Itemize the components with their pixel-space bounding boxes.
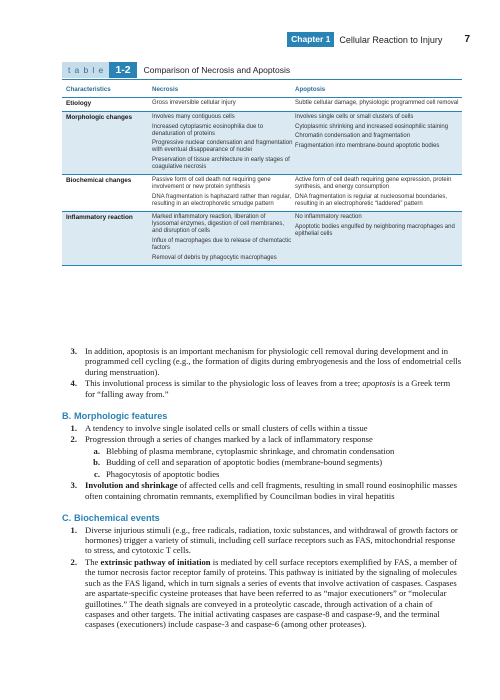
caption-rule — [62, 79, 462, 80]
running-header — [287, 32, 470, 47]
cell-text: DNA fragmentation is regular at nucleosomal boundaries, resulting in an electrophoretic “laddered” pattern — [295, 193, 448, 207]
cell-text: Involves single cells or small clusters of cells — [295, 114, 414, 120]
cell-text: Preservation of tissue architecture in early stages of coagulative necrosis — [152, 156, 290, 171]
list-item — [62, 378, 462, 399]
cell-text: No inflammatory reaction — [295, 214, 362, 221]
item-number: 1. — [70, 422, 77, 433]
item-number: 3. — [70, 480, 77, 491]
section-heading-biochemical: C. Biochemical events — [62, 513, 160, 524]
cell-text: Gross irreversible cellular injury — [152, 100, 236, 106]
list-item — [62, 423, 462, 433]
column-header-characteristics: Characteristics — [66, 86, 111, 93]
item-text: In addition, apoptosis is an important mechanism for physiologic cell removal during development and in programmed cell cycling (e.g., the formation of digits during embryogenesis and the loss of endometrial cells during menstruation). — [85, 346, 462, 377]
list-item — [62, 434, 462, 444]
cell-text: Removal of debris by phagocytic macrophages — [152, 254, 277, 261]
cell-text: Progressive nuclear condensation and fragmentation with eventual disappearance of nuclei — [152, 140, 293, 154]
cell-text: Apoptotic bodies engulfed by neighboring macrophages and epithelial cells — [295, 223, 455, 237]
cell-text: Marked inflammatory reaction, liberation of lysosomal enzymes, digestion of cell membranes, and disruption of cells — [152, 214, 285, 235]
cell-text: Passive form of cell death not requiring gene involvement or new protein synthesis — [152, 177, 271, 191]
necrosis-cell — [150, 214, 293, 262]
item-number: 3. — [70, 346, 77, 356]
apoptosis-cell — [293, 100, 462, 108]
item-number: 2. — [70, 557, 77, 568]
page-number: 7 — [464, 34, 470, 45]
chapter-tag: Chapter 1 — [287, 32, 334, 47]
cell-text: Involves many contiguous cells — [152, 114, 235, 120]
cell-text: Subtle cellular damage, physiologic programmed cell removal — [295, 100, 459, 106]
chapter-title: Cellular Reaction to Injury — [339, 34, 443, 45]
table-title: Comparison of Necrosis and Apoptosis — [143, 65, 291, 75]
item-text: This involutional process is similar to the physiologic loss of leaves from a tree; apoptosis is a Greek term for “falling away from.” — [85, 378, 451, 399]
sub-item: c. Phagocytosis of apoptotic bodies — [94, 468, 220, 479]
table-header-row — [62, 82, 462, 98]
necrosis-cell — [150, 100, 293, 108]
table-row-etiology — [62, 98, 462, 112]
cell-text: Chromatin condensation and fragmentation — [295, 133, 411, 140]
table-caption — [62, 62, 462, 78]
column-header-apoptosis: Apoptosis — [295, 86, 326, 93]
row-label: Morphologic changes — [66, 114, 133, 121]
cell-text: DNA fragmentation is haphazard rather than regular, resulting in an electrophoretic smudge pattern — [152, 193, 292, 207]
cell-text: Fragmentation into membrane-bound apoptotic bodies — [295, 142, 440, 149]
necrosis-cell — [150, 114, 293, 171]
table-row-biochemical — [62, 175, 462, 212]
necrosis-cell — [150, 177, 293, 208]
cell-text: Active form of cell death requiring gene expression, protein synthesis, and energy consumption — [295, 177, 452, 191]
item-text: Progression through a series of changes marked by a lack of inflammatory response — [85, 434, 373, 445]
sub-item: b. Budding of cell and separation of apoptotic bodies (membrane-bound segments) — [93, 457, 383, 468]
item-number: 4. — [70, 378, 77, 389]
list-item — [62, 480, 462, 501]
apoptosis-cell — [293, 177, 462, 208]
column-header-necrosis: Necrosis — [152, 86, 179, 93]
item-text: Involution and shrinkage of affected cells and cell fragments, resulting in small round eosinophilic masses often containing chromatin remnants, exemplified by Councilman bodies in viral hepatitis — [85, 480, 457, 501]
apoptosis-cell — [293, 214, 462, 262]
table-number: 1-2 — [109, 62, 136, 78]
list-item — [62, 557, 462, 630]
section-heading-morphologic: B. Morphologic features — [62, 411, 168, 422]
item-text: A tendency to involve single isolated cells or small clusters of cells within a tissue — [85, 422, 368, 433]
sub-item: a. Blebbing of plasma membrane, cytoplasmic shrinkage, and chromatin condensation — [93, 446, 395, 456]
row-label: Biochemical changes — [66, 177, 132, 185]
row-label: Inflammatory reaction — [66, 214, 133, 222]
item-text: The extrinsic pathway of initiation is mediated by cell surface receptors exemplified by FAS, a member of the tumor necrosis factor receptor family of proteins. This pathway is initiated by the signaling of molecules such as the FAS ligand, which in turn signals a series of events that involve activation of caspases. Caspases are aspartate-specific cysteine proteases that have been referred to as “major executioners” or “molecular guillotines.” The death signals are conveyed in a proteolytic cascade, through activation of a chain of caspases and other targets. The initial activating caspases are caspase-8 and caspase-9, and the terminal caspases (executioners) include caspase-3 and caspase-6 (among other proteases). — [85, 557, 457, 630]
comparison-table — [62, 62, 462, 266]
table-row-morphologic — [62, 112, 462, 175]
list-item — [62, 346, 462, 377]
cell-text: Influx of macrophages due to release of chemotactic factors — [152, 237, 292, 251]
item-text: Diverse injurious stimuli (e.g., free radicals, radiation, toxic substances, and withdrawal of growth factors or hormones) trigger a variety of stimuli, including cell surface receptors such as FAS, mitochondrial response to stress, and cytotoxic T cells. — [85, 524, 458, 556]
body-text — [62, 346, 462, 631]
apoptosis-cell — [293, 114, 462, 171]
table-label: table — [62, 62, 109, 78]
item-number: 1. — [70, 524, 77, 535]
table-row-inflammatory — [62, 212, 462, 266]
item-number: 2. — [70, 434, 77, 445]
cell-text: Cytoplasmic shrinking and increased eosinophilic staining — [295, 123, 449, 130]
row-label: Etiology — [66, 100, 92, 107]
list-item — [62, 525, 462, 556]
cell-text: Increased cytoplasmic eosinophilia due to denaturation of proteins — [152, 123, 264, 137]
